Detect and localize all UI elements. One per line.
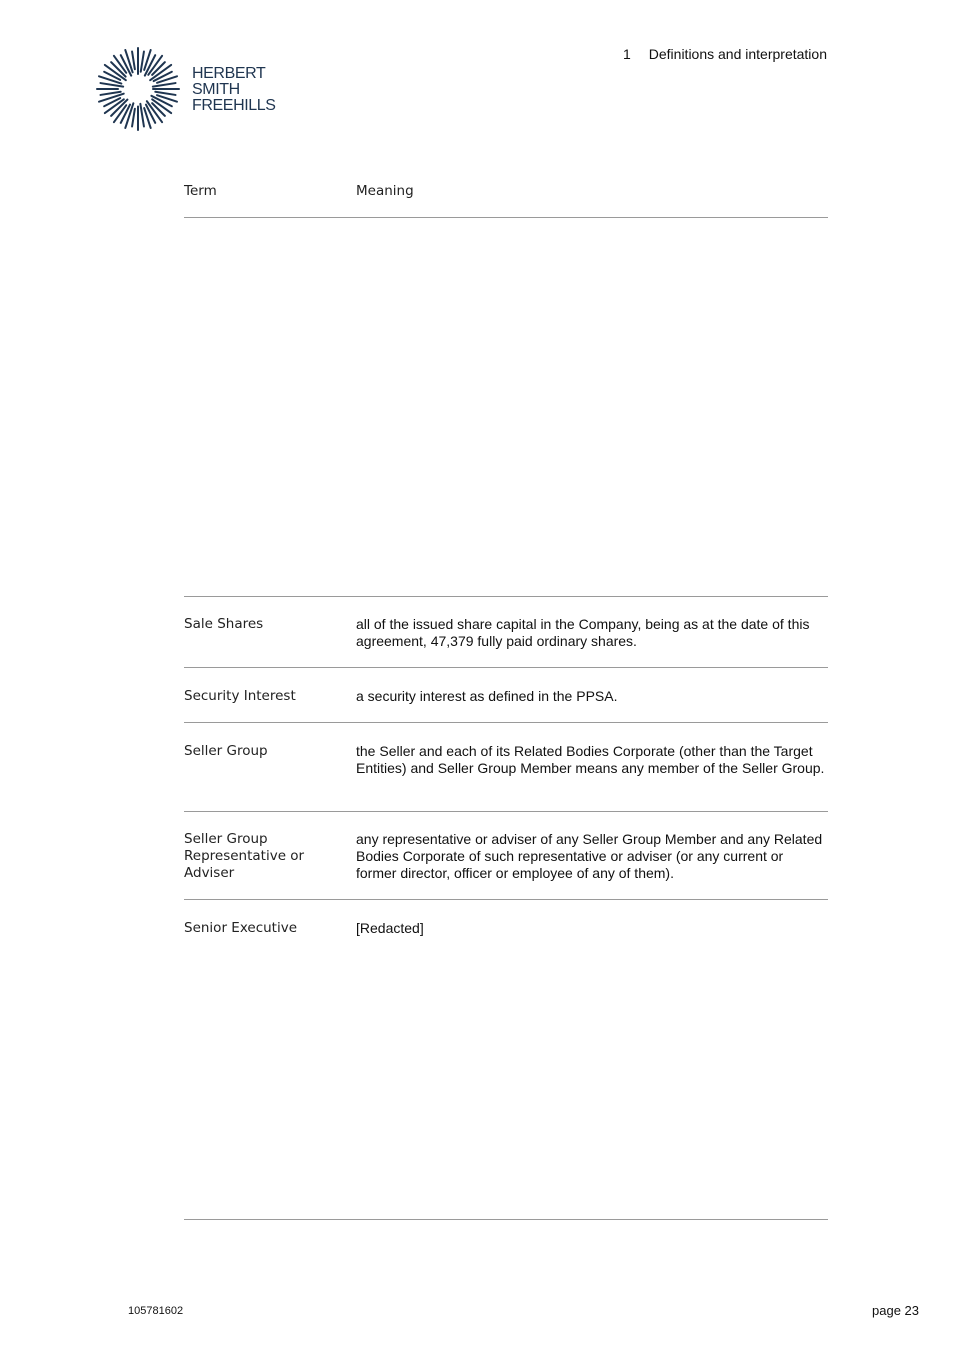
section-number: 1 bbox=[622, 46, 631, 62]
row-divider bbox=[184, 596, 828, 597]
definition-term: Seller Group bbox=[184, 743, 268, 759]
definition-meaning: the Seller and each of its Related Bodies Corporate (other than the Target Entities) and Seller Group Member means any member of the Seller Group. bbox=[356, 743, 825, 776]
logo-ray bbox=[155, 92, 175, 95]
column-header-meaning: Meaning bbox=[356, 183, 414, 199]
firm-name-line-3: FREEHILLS bbox=[192, 97, 276, 114]
header-divider bbox=[184, 217, 828, 218]
definition-meaning: all of the issued share capital in the Company, being as at the date of this agreement, 47,379 fully paid ordinary shares. bbox=[356, 616, 810, 649]
row-divider bbox=[184, 899, 828, 900]
firm-name-line-2: SMITH bbox=[192, 81, 240, 98]
firm-logo bbox=[95, 46, 276, 132]
logo-ray bbox=[153, 83, 176, 87]
footer-divider bbox=[184, 1219, 828, 1220]
column-header-term: Term bbox=[184, 183, 217, 199]
document-number: 105781602 bbox=[128, 1305, 184, 1317]
section-title: Definitions and interpretation bbox=[648, 46, 827, 62]
row-divider bbox=[184, 667, 828, 668]
logo-ray bbox=[140, 104, 144, 127]
definition-term: Senior Executive bbox=[184, 920, 298, 936]
page-number: page 23 bbox=[872, 1303, 919, 1318]
logo-ray bbox=[132, 51, 135, 69]
definition-meaning: any representative or adviser of any Seller Group Member and any Related Bodies Corporate of such representative or adviser (or any current or former director, officer or employee of any of them). bbox=[356, 831, 823, 881]
definition-term: Security Interest bbox=[184, 688, 296, 704]
definition-meaning: a security interest as defined in the PPSA. bbox=[356, 688, 618, 704]
sunburst-logo-icon bbox=[95, 46, 181, 132]
definition-meaning: [Redacted] bbox=[356, 920, 424, 936]
logo-ray bbox=[100, 92, 120, 95]
row-divider bbox=[184, 722, 828, 723]
firm-name-line-1: HERBERT bbox=[192, 65, 266, 82]
definition-term: Seller Group Representative or Adviser bbox=[184, 831, 305, 881]
logo-ray bbox=[132, 109, 135, 127]
definition-term: Sale Shares bbox=[184, 616, 264, 632]
running-header bbox=[623, 46, 827, 62]
row-divider bbox=[184, 811, 828, 812]
firm-name bbox=[192, 66, 276, 114]
logo-ray bbox=[141, 51, 144, 71]
